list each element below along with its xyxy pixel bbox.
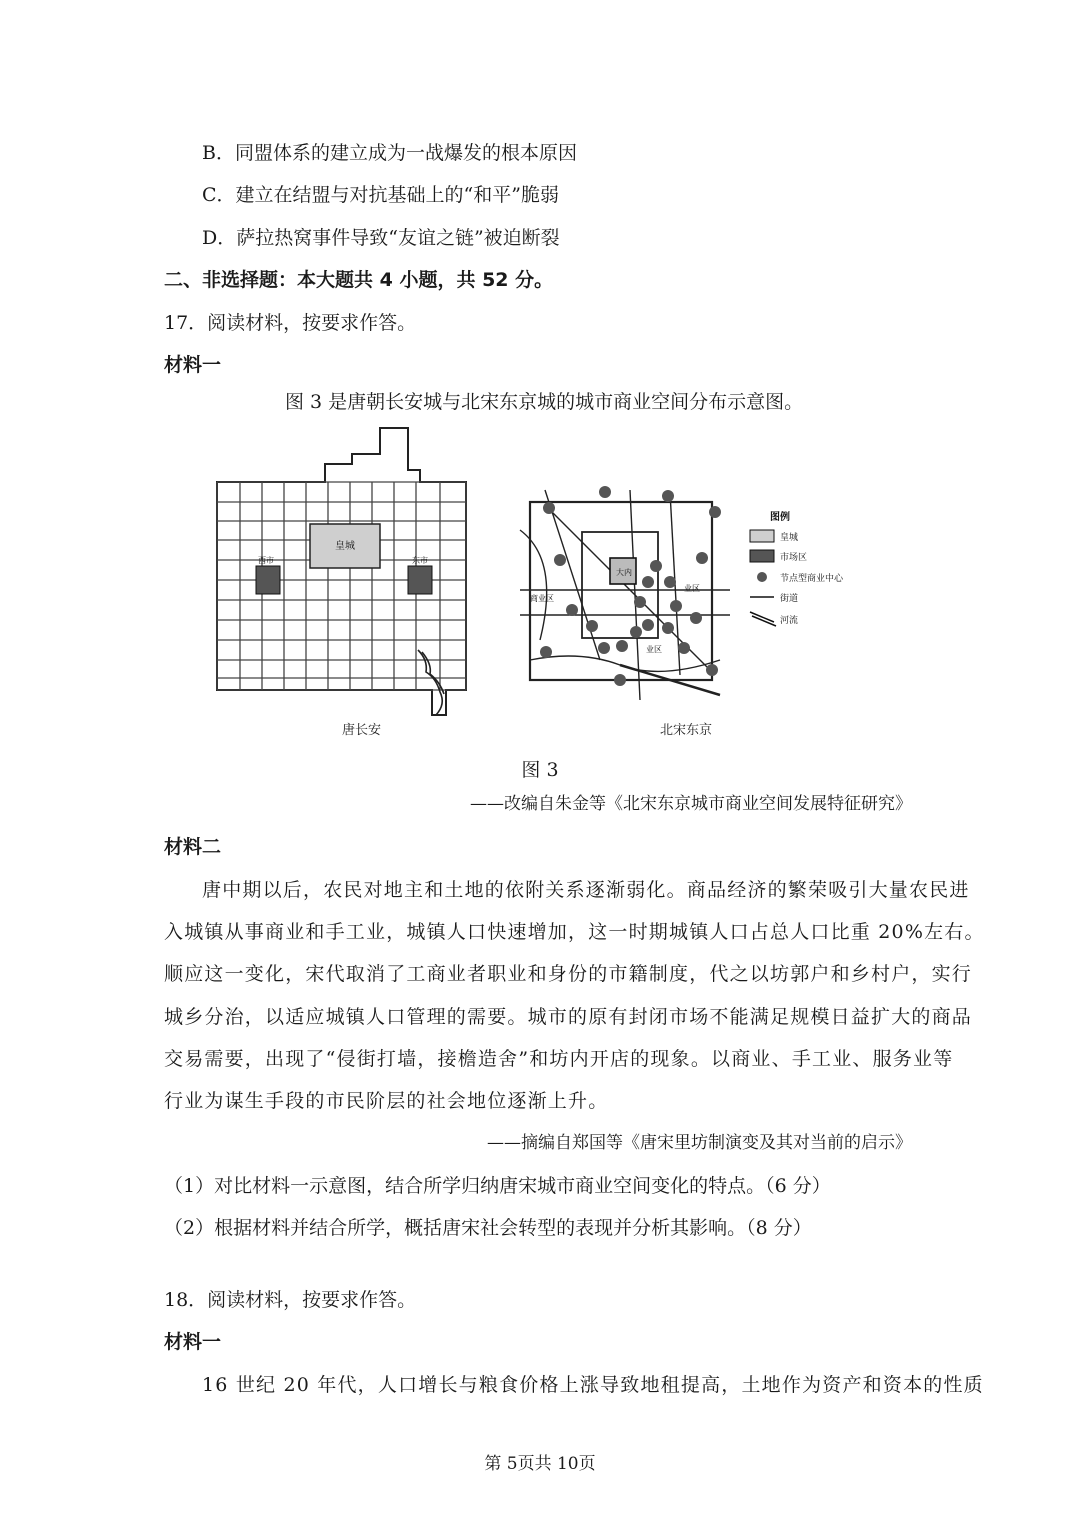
figure-label: 图 3 (521, 759, 559, 781)
commercial-node-dot (543, 502, 555, 514)
q17-stem: 17．阅读材料，按要求作答。 (164, 312, 417, 334)
q17-sub1: （1）对比材料一示意图，结合所学归纳唐宋城市商业空间变化的特点。（6 分） (164, 1175, 831, 1197)
commercial-node-dot (642, 576, 654, 588)
commercial-node-dot (662, 622, 674, 634)
commercial-node-dot (554, 554, 566, 566)
legend-item-3: 节点型商业中心 (780, 574, 844, 584)
commercial-node-dot (650, 560, 662, 572)
east-market-block (408, 566, 432, 594)
commercial-node-dot (616, 640, 628, 652)
q18-stem: 18．阅读材料，按要求作答。 (164, 1289, 417, 1311)
legend-title: 图例 (770, 512, 790, 523)
east-market-label: 东市 (412, 556, 428, 565)
right-label-2: 业区 (684, 584, 700, 593)
legend-item-4: 街道 (780, 594, 799, 604)
west-market-label: 西市 (258, 556, 274, 565)
material2-line-2: 入城镇从事商业和手工业，城镇人口快速增加，这一时期城镇人口占总人口比重 20%左右。 (164, 921, 985, 943)
legend-item-2: 市场区 (780, 553, 808, 563)
commercial-node-dot (709, 506, 721, 518)
page-footer: 第 5页共 10页 (484, 1454, 596, 1474)
legend-swatch-river (750, 612, 776, 626)
material2-line-3: 顺应这一变化，宋代取消了工商业者职业和身份的市籍制度，代之以坊郭户和乡村户，实行 (164, 963, 973, 985)
commercial-node-dot (566, 604, 578, 616)
commercial-node-dot (598, 642, 610, 654)
commercial-node-dot (670, 600, 682, 612)
option-d: D．萨拉热窝事件导致“友谊之链”被迫断裂 (202, 227, 560, 249)
commercial-node-dot (690, 612, 702, 624)
right-label-1: 商业区 (530, 594, 554, 603)
legend-swatch-dark (750, 550, 774, 562)
commercial-node-dot (586, 620, 598, 632)
commercial-node-dot (706, 664, 718, 676)
material2-line-5: 交易需要，出现了“侵街打墙，接檐造舍”和坊内开店的现象。以商业、手工业、服务业等 (164, 1048, 954, 1070)
imperial-city-label: 皇城 (335, 541, 355, 552)
option-b: B．同盟体系的建立成为一战爆发的根本原因 (202, 142, 577, 164)
left-map-caption: 唐长安 (342, 723, 382, 738)
commercial-node-dot (634, 596, 646, 608)
commercial-node-dot (540, 646, 552, 658)
legend-swatch-dot (757, 572, 767, 582)
right-map-caption: 北宋东京 (660, 723, 713, 738)
commercial-node-dot (630, 626, 642, 638)
material2-line-1: 唐中期以后，农民对地主和土地的依附关系逐渐弱化。商品经济的繁荣吸引大量农民进 (202, 879, 970, 901)
q18-material1-label: 材料一 (164, 1331, 222, 1353)
figure-source: ——改编自朱金等《北宋东京城市商业空间发展特征研究》 (470, 794, 912, 814)
q17-material1-intro: 图 3 是唐朝长安城与北宋东京城的城市商业空间分布示意图。 (285, 391, 804, 413)
commercial-node-dot (614, 674, 626, 686)
commercial-node-dot (662, 490, 674, 502)
q17-material1-label: 材料一 (164, 354, 222, 376)
section-heading: 二、非选择题：本大题共 4 小题，共 52 分。 (164, 269, 554, 291)
palace-label: 大内 (616, 568, 632, 577)
material2-line-4: 城乡分治，以适应城镇人口管理的需要。城市的原有封闭市场不能满足规模日益扩大的商品 (164, 1006, 973, 1028)
legend-swatch-light (750, 530, 774, 542)
west-market-block (256, 566, 280, 594)
figure-3 (200, 420, 880, 750)
q17-material2-label: 材料二 (164, 836, 222, 858)
legend-item-5: 河流 (780, 616, 799, 626)
legend (750, 510, 844, 626)
commercial-node-dot (642, 619, 654, 631)
commercial-node-dot (599, 486, 611, 498)
commercial-node-dot (664, 576, 676, 588)
q17-sub2: （2）根据材料并结合所学，概括唐宋社会转型的表现并分析其影响。（8 分） (164, 1217, 812, 1239)
commercial-node-dot (696, 552, 708, 564)
q18-line-1: 16 世纪 20 年代，人口增长与粮食价格上涨导致地租提高，土地作为资产和资本的性质 (202, 1374, 984, 1396)
legend-item-1: 皇城 (780, 533, 799, 543)
commercial-node-dot (678, 642, 690, 654)
material2-source: ——摘编自郑国等《唐宋里坊制演变及其对当前的启示》 (487, 1133, 912, 1153)
right-label-3: 业区 (646, 645, 662, 654)
option-c: C．建立在结盟与对抗基础上的“和平”脆弱 (202, 184, 559, 206)
material2-line-6: 行业为谋生手段的市民阶层的社会地位逐渐上升。 (164, 1090, 609, 1112)
